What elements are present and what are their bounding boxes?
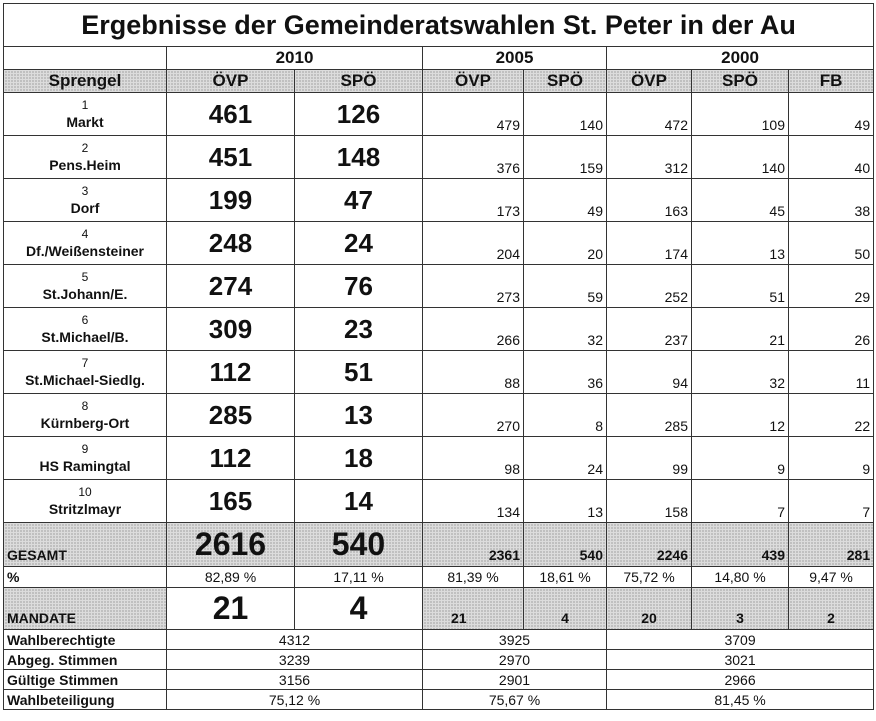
cell-2000-fb: 26 bbox=[789, 308, 874, 351]
total-2000-oevp: 2246 bbox=[607, 523, 692, 567]
sprengel-name: Markt bbox=[66, 114, 104, 130]
cell-2000-oevp: 472 bbox=[607, 93, 692, 136]
cell-2010-spoe: 76 bbox=[295, 265, 423, 308]
cell-2005-spoe: 8 bbox=[524, 394, 607, 437]
cell-2010-spoe: 148 bbox=[295, 136, 423, 179]
summary-row bbox=[4, 630, 874, 650]
sprengel-cell bbox=[4, 480, 167, 523]
summary-label: Gültige Stimmen bbox=[4, 670, 167, 690]
results-document bbox=[3, 3, 873, 710]
total-2005-oevp: 2361 bbox=[423, 523, 524, 567]
year-2010: 2010 bbox=[167, 47, 423, 70]
mandate-2010-spoe: 4 bbox=[295, 588, 423, 630]
percent-2005-oevp: 81,39 % bbox=[423, 567, 524, 588]
summary-2005: 75,67 % bbox=[423, 690, 607, 710]
cell-2000-spoe: 51 bbox=[692, 265, 789, 308]
summary-2010: 3239 bbox=[167, 650, 423, 670]
percent-row bbox=[4, 567, 874, 588]
sprengel-number: 5 bbox=[81, 270, 89, 284]
sprengel-cell bbox=[4, 179, 167, 222]
year-corner-cell bbox=[4, 47, 167, 70]
cell-2010-spoe: 47 bbox=[295, 179, 423, 222]
table-row bbox=[4, 93, 874, 136]
cell-2005-spoe: 24 bbox=[524, 437, 607, 480]
cell-2000-spoe: 13 bbox=[692, 222, 789, 265]
sprengel-name: Stritzlmayr bbox=[48, 501, 122, 517]
sprengel-name: St.Johann/E. bbox=[42, 286, 128, 302]
summary-2005: 2901 bbox=[423, 670, 607, 690]
cell-2010-oevp: 461 bbox=[167, 93, 295, 136]
cell-2010-oevp: 112 bbox=[167, 351, 295, 394]
mandate-row bbox=[4, 588, 874, 630]
cell-2005-oevp: 173 bbox=[423, 179, 524, 222]
cell-2005-spoe: 20 bbox=[524, 222, 607, 265]
sprengel-name: Df./Weißensteiner bbox=[26, 243, 144, 259]
cell-2010-spoe: 24 bbox=[295, 222, 423, 265]
percent-label: % bbox=[4, 567, 167, 588]
cell-2010-spoe: 18 bbox=[295, 437, 423, 480]
table-row bbox=[4, 308, 874, 351]
cell-2005-oevp: 270 bbox=[423, 394, 524, 437]
mandate-2000-fb: 2 bbox=[789, 588, 874, 630]
year-2000: 2000 bbox=[607, 47, 874, 70]
cell-2000-oevp: 174 bbox=[607, 222, 692, 265]
summary-2010: 4312 bbox=[167, 630, 423, 650]
cell-2000-fb: 50 bbox=[789, 222, 874, 265]
cell-2000-oevp: 158 bbox=[607, 480, 692, 523]
mandate-2005-oevp: 21 bbox=[423, 588, 524, 630]
summary-2010: 75,12 % bbox=[167, 690, 423, 710]
mandate-2005-spoe: 4 bbox=[524, 588, 607, 630]
cell-2010-oevp: 165 bbox=[167, 480, 295, 523]
table-row bbox=[4, 437, 874, 480]
cell-2000-spoe: 7 bbox=[692, 480, 789, 523]
cell-2005-oevp: 98 bbox=[423, 437, 524, 480]
cell-2000-oevp: 99 bbox=[607, 437, 692, 480]
summary-row bbox=[4, 670, 874, 690]
sprengel-cell bbox=[4, 222, 167, 265]
header-sprengel: Sprengel bbox=[4, 70, 167, 93]
header-2005-oevp: ÖVP bbox=[423, 70, 524, 93]
sprengel-number: 2 bbox=[81, 141, 89, 155]
total-2000-spoe: 439 bbox=[692, 523, 789, 567]
cell-2000-oevp: 163 bbox=[607, 179, 692, 222]
cell-2000-oevp: 94 bbox=[607, 351, 692, 394]
cell-2005-oevp: 134 bbox=[423, 480, 524, 523]
summary-2000: 3021 bbox=[607, 650, 874, 670]
summary-2000: 3709 bbox=[607, 630, 874, 650]
summary-2005: 3925 bbox=[423, 630, 607, 650]
cell-2000-fb: 9 bbox=[789, 437, 874, 480]
sprengel-name: Kürnberg-Ort bbox=[40, 415, 130, 431]
cell-2010-spoe: 51 bbox=[295, 351, 423, 394]
cell-2000-fb: 29 bbox=[789, 265, 874, 308]
sprengel-cell bbox=[4, 394, 167, 437]
cell-2000-spoe: 12 bbox=[692, 394, 789, 437]
percent-2000-oevp: 75,72 % bbox=[607, 567, 692, 588]
cell-2000-spoe: 21 bbox=[692, 308, 789, 351]
summary-2000: 81,45 % bbox=[607, 690, 874, 710]
mandate-2000-oevp: 20 bbox=[607, 588, 692, 630]
summary-row bbox=[4, 650, 874, 670]
percent-2000-fb: 9,47 % bbox=[789, 567, 874, 588]
cell-2000-fb: 11 bbox=[789, 351, 874, 394]
sprengel-cell bbox=[4, 351, 167, 394]
mandate-2000-spoe: 3 bbox=[692, 588, 789, 630]
mandate-2010-oevp: 21 bbox=[167, 588, 295, 630]
total-row bbox=[4, 523, 874, 567]
cell-2005-oevp: 204 bbox=[423, 222, 524, 265]
summary-label: Abgeg. Stimmen bbox=[4, 650, 167, 670]
sprengel-number: 3 bbox=[81, 184, 89, 198]
sprengel-cell bbox=[4, 437, 167, 480]
cell-2000-oevp: 237 bbox=[607, 308, 692, 351]
sprengel-cell bbox=[4, 93, 167, 136]
total-2010-oevp: 2616 bbox=[167, 523, 295, 567]
percent-2005-spoe: 18,61 % bbox=[524, 567, 607, 588]
cell-2005-spoe: 13 bbox=[524, 480, 607, 523]
title-row bbox=[4, 4, 874, 47]
percent-2010-spoe: 17,11 % bbox=[295, 567, 423, 588]
cell-2010-spoe: 23 bbox=[295, 308, 423, 351]
table-row bbox=[4, 351, 874, 394]
year-2005: 2005 bbox=[423, 47, 607, 70]
header-2000-spoe: SPÖ bbox=[692, 70, 789, 93]
cell-2000-spoe: 45 bbox=[692, 179, 789, 222]
sprengel-name: Pens.Heim bbox=[49, 157, 121, 173]
summary-2005: 2970 bbox=[423, 650, 607, 670]
cell-2005-oevp: 266 bbox=[423, 308, 524, 351]
cell-2010-oevp: 112 bbox=[167, 437, 295, 480]
page-title: Ergebnisse der Gemeinderatswahlen St. Peter in der Au bbox=[4, 4, 874, 47]
summary-2000: 2966 bbox=[607, 670, 874, 690]
cell-2005-oevp: 376 bbox=[423, 136, 524, 179]
cell-2005-oevp: 273 bbox=[423, 265, 524, 308]
cell-2010-spoe: 13 bbox=[295, 394, 423, 437]
sprengel-cell bbox=[4, 136, 167, 179]
cell-2005-spoe: 159 bbox=[524, 136, 607, 179]
summary-label: Wahlberechtigte bbox=[4, 630, 167, 650]
sprengel-name: St.Michael-Siedlg. bbox=[25, 372, 145, 388]
cell-2010-oevp: 248 bbox=[167, 222, 295, 265]
cell-2010-spoe: 14 bbox=[295, 480, 423, 523]
sprengel-number: 4 bbox=[81, 227, 89, 241]
total-2000-fb: 281 bbox=[789, 523, 874, 567]
cell-2005-spoe: 59 bbox=[524, 265, 607, 308]
cell-2000-spoe: 109 bbox=[692, 93, 789, 136]
sprengel-name: Dorf bbox=[70, 200, 100, 216]
cell-2005-oevp: 479 bbox=[423, 93, 524, 136]
table-row bbox=[4, 265, 874, 308]
percent-2000-spoe: 14,80 % bbox=[692, 567, 789, 588]
cell-2000-fb: 22 bbox=[789, 394, 874, 437]
total-2005-spoe: 540 bbox=[524, 523, 607, 567]
cell-2010-oevp: 451 bbox=[167, 136, 295, 179]
table-row bbox=[4, 136, 874, 179]
cell-2000-fb: 38 bbox=[789, 179, 874, 222]
cell-2005-oevp: 88 bbox=[423, 351, 524, 394]
sprengel-number: 9 bbox=[81, 442, 89, 456]
cell-2010-oevp: 285 bbox=[167, 394, 295, 437]
header-2000-oevp: ÖVP bbox=[607, 70, 692, 93]
total-label: GESAMT bbox=[4, 523, 167, 567]
cell-2000-spoe: 9 bbox=[692, 437, 789, 480]
cell-2000-oevp: 252 bbox=[607, 265, 692, 308]
sprengel-number: 7 bbox=[81, 356, 89, 370]
header-row bbox=[4, 70, 874, 93]
cell-2005-spoe: 140 bbox=[524, 93, 607, 136]
summary-2010: 3156 bbox=[167, 670, 423, 690]
percent-2010-oevp: 82,89 % bbox=[167, 567, 295, 588]
total-2010-spoe: 540 bbox=[295, 523, 423, 567]
sprengel-number: 6 bbox=[81, 313, 89, 327]
header-2005-spoe: SPÖ bbox=[524, 70, 607, 93]
summary-row bbox=[4, 690, 874, 710]
cell-2010-oevp: 274 bbox=[167, 265, 295, 308]
header-2000-fb: FB bbox=[789, 70, 874, 93]
sprengel-name: St.Michael/B. bbox=[41, 329, 129, 345]
sprengel-number: 1 bbox=[81, 98, 89, 112]
sprengel-number: 10 bbox=[78, 485, 92, 499]
sprengel-cell bbox=[4, 265, 167, 308]
cell-2000-fb: 49 bbox=[789, 93, 874, 136]
header-2010-oevp: ÖVP bbox=[167, 70, 295, 93]
sprengel-name: HS Ramingtal bbox=[39, 458, 131, 474]
table-row bbox=[4, 222, 874, 265]
sprengel-cell bbox=[4, 308, 167, 351]
cell-2000-fb: 40 bbox=[789, 136, 874, 179]
table-row bbox=[4, 179, 874, 222]
election-results-table bbox=[3, 3, 874, 710]
table-row bbox=[4, 394, 874, 437]
cell-2005-spoe: 49 bbox=[524, 179, 607, 222]
cell-2010-oevp: 309 bbox=[167, 308, 295, 351]
cell-2000-spoe: 140 bbox=[692, 136, 789, 179]
cell-2000-oevp: 285 bbox=[607, 394, 692, 437]
year-row bbox=[4, 47, 874, 70]
header-2010-spoe: SPÖ bbox=[295, 70, 423, 93]
mandate-label: MANDATE bbox=[4, 588, 167, 630]
table-row bbox=[4, 480, 874, 523]
sprengel-number: 8 bbox=[81, 399, 89, 413]
cell-2010-spoe: 126 bbox=[295, 93, 423, 136]
summary-label: Wahlbeteiligung bbox=[4, 690, 167, 710]
cell-2000-oevp: 312 bbox=[607, 136, 692, 179]
cell-2010-oevp: 199 bbox=[167, 179, 295, 222]
cell-2000-spoe: 32 bbox=[692, 351, 789, 394]
cell-2005-spoe: 32 bbox=[524, 308, 607, 351]
cell-2000-fb: 7 bbox=[789, 480, 874, 523]
cell-2005-spoe: 36 bbox=[524, 351, 607, 394]
